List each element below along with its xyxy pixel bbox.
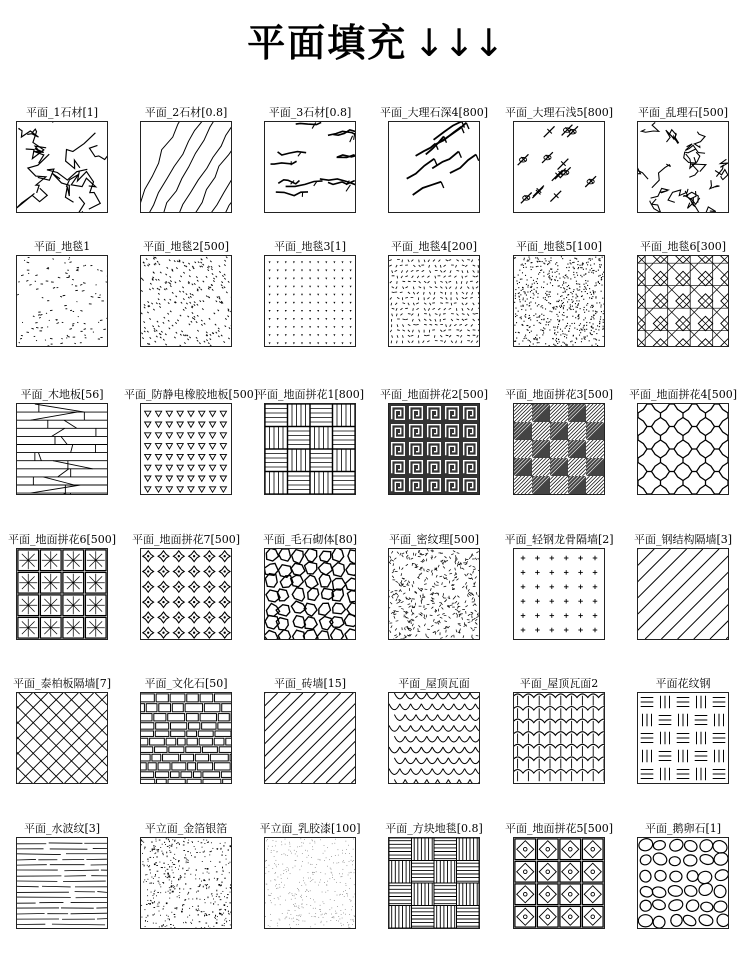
swatch-tile[interactable]	[248, 238, 372, 388]
swatch-label: 平面_地毯2[500]	[124, 238, 248, 254]
hatch-pattern-preview	[513, 255, 605, 347]
hatch-pattern-preview	[388, 837, 480, 929]
swatch-tile[interactable]	[372, 238, 496, 388]
hatch-pattern-preview	[264, 692, 356, 784]
swatch-tile[interactable]	[124, 386, 248, 536]
hatch-pattern-preview	[388, 255, 480, 347]
hatch-pattern-preview	[637, 121, 729, 213]
hatch-pattern-preview	[388, 403, 480, 495]
swatch-tile[interactable]	[372, 531, 496, 681]
hatch-pattern-preview	[16, 403, 108, 495]
hatch-pattern-preview	[140, 255, 232, 347]
swatch-tile[interactable]	[0, 675, 124, 825]
swatch-label: 平面_地毯3[1]	[248, 238, 372, 254]
swatch-label: 平面_方块地毯[0.8]	[372, 820, 496, 836]
hatch-pattern-preview	[264, 255, 356, 347]
swatch-label: 平面_毛石砌体[80]	[248, 531, 372, 547]
swatch-tile[interactable]	[124, 531, 248, 681]
swatch-tile[interactable]	[248, 820, 372, 970]
swatch-label: 平面_地毯6[300]	[621, 238, 745, 254]
swatch-tile[interactable]	[621, 104, 745, 254]
hatch-pattern-preview	[637, 692, 729, 784]
swatch-tile[interactable]	[497, 386, 621, 536]
swatch-label: 平面_地面拼花6[500]	[0, 531, 124, 547]
swatch-tile[interactable]	[621, 386, 745, 536]
hatch-pattern-preview	[513, 121, 605, 213]
swatch-tile[interactable]	[621, 820, 745, 970]
swatch-label: 平面_地毯1	[0, 238, 124, 254]
swatch-tile[interactable]	[0, 238, 124, 388]
swatch-label: 平面_泰柏板隔墙[7]	[0, 675, 124, 691]
swatch-label: 平面_大理石深4[800]	[372, 104, 496, 120]
swatch-tile[interactable]	[372, 820, 496, 970]
swatch-label: 平面_地面拼花1[800]	[248, 386, 372, 402]
swatch-label: 平面_屋顶瓦面	[372, 675, 496, 691]
swatch-tile[interactable]	[372, 675, 496, 825]
swatch-tile[interactable]	[0, 531, 124, 681]
swatch-label: 平面_3石材[0.8]	[248, 104, 372, 120]
swatch-label: 平面_地面拼花5[500]	[497, 820, 621, 836]
hatch-pattern-preview	[513, 548, 605, 640]
swatch-tile[interactable]	[621, 238, 745, 388]
swatch-label: 平面_地面拼花3[500]	[497, 386, 621, 402]
hatch-pattern-preview	[637, 837, 729, 929]
hatch-pattern-preview	[16, 255, 108, 347]
hatch-pattern-preview	[388, 548, 480, 640]
swatch-label: 平面_轻钢龙骨隔墙[2]	[497, 531, 621, 547]
swatch-label: 平面_地面拼花4[500]	[621, 386, 745, 402]
hatch-pattern-preview	[637, 255, 729, 347]
hatch-pattern-preview	[637, 403, 729, 495]
swatch-label: 平面_2石材[0.8]	[124, 104, 248, 120]
swatch-tile[interactable]	[248, 531, 372, 681]
hatch-pattern-preview	[140, 403, 232, 495]
hatch-pattern-preview	[637, 548, 729, 640]
hatch-pattern-preview	[264, 548, 356, 640]
swatch-tile[interactable]	[124, 238, 248, 388]
swatch-tile[interactable]	[372, 386, 496, 536]
hatch-pattern-preview	[264, 403, 356, 495]
swatch-tile[interactable]	[497, 820, 621, 970]
hatch-pattern-preview	[16, 692, 108, 784]
swatch-label: 平面_防静电橡胶地板[500]	[124, 386, 248, 402]
swatch-label: 平面_密纹理[500]	[372, 531, 496, 547]
swatch-label: 平面_地毯4[200]	[372, 238, 496, 254]
swatch-tile[interactable]	[372, 104, 496, 254]
swatch-label: 平面_地面拼花7[500]	[124, 531, 248, 547]
swatch-tile[interactable]	[0, 820, 124, 970]
swatch-label: 平面_鹅卵石[1]	[621, 820, 745, 836]
swatch-tile[interactable]	[248, 104, 372, 254]
swatch-label: 平立面_金箔银箔	[124, 820, 248, 836]
swatch-tile[interactable]	[497, 238, 621, 388]
hatch-pattern-preview	[264, 121, 356, 213]
swatch-label: 平面_水波纹[3]	[0, 820, 124, 836]
swatch-tile[interactable]	[124, 104, 248, 254]
swatch-label: 平面_大理石浅5[800]	[497, 104, 621, 120]
hatch-pattern-preview	[16, 121, 108, 213]
swatch-label: 平面_地面拼花2[500]	[372, 386, 496, 402]
hatch-pattern-preview	[513, 692, 605, 784]
swatch-tile[interactable]	[248, 675, 372, 825]
hatch-pattern-preview	[264, 837, 356, 929]
swatch-tile[interactable]	[497, 531, 621, 681]
swatch-label: 平面_屋顶瓦面2	[497, 675, 621, 691]
down-arrows-icon: ↓↓↓	[413, 21, 503, 65]
swatch-label: 平面_砖墙[15]	[248, 675, 372, 691]
hatch-pattern-preview	[140, 548, 232, 640]
swatch-tile[interactable]	[248, 386, 372, 536]
swatch-tile[interactable]	[0, 386, 124, 536]
swatch-label: 平面_钢结构隔墙[3]	[621, 531, 745, 547]
hatch-pattern-preview	[513, 403, 605, 495]
swatch-label: 平面_木地板[56]	[0, 386, 124, 402]
hatch-pattern-preview	[388, 121, 480, 213]
swatch-tile[interactable]	[0, 104, 124, 254]
swatch-tile[interactable]	[621, 675, 745, 825]
hatch-pattern-preview	[16, 837, 108, 929]
hatch-pattern-preview	[140, 837, 232, 929]
swatch-tile[interactable]	[124, 675, 248, 825]
hatch-pattern-preview	[388, 692, 480, 784]
swatch-label: 平面_文化石[50]	[124, 675, 248, 691]
hatch-pattern-preview	[16, 548, 108, 640]
swatch-label: 平面_乱理石[500]	[621, 104, 745, 120]
swatch-label: 平立面_乳胶漆[100]	[248, 820, 372, 836]
swatch-tile[interactable]	[124, 820, 248, 970]
swatch-tile[interactable]	[621, 531, 745, 681]
hatch-pattern-preview	[513, 837, 605, 929]
swatch-tile[interactable]	[497, 675, 621, 825]
hatch-pattern-preview	[140, 121, 232, 213]
swatch-tile[interactable]	[497, 104, 621, 254]
swatch-label: 平面花纹钢	[621, 675, 745, 691]
hatch-pattern-preview	[140, 692, 232, 784]
swatch-label: 平面_地毯5[100]	[497, 238, 621, 254]
title-text: 平面填充	[247, 21, 407, 65]
swatch-label: 平面_1石材[1]	[0, 104, 124, 120]
